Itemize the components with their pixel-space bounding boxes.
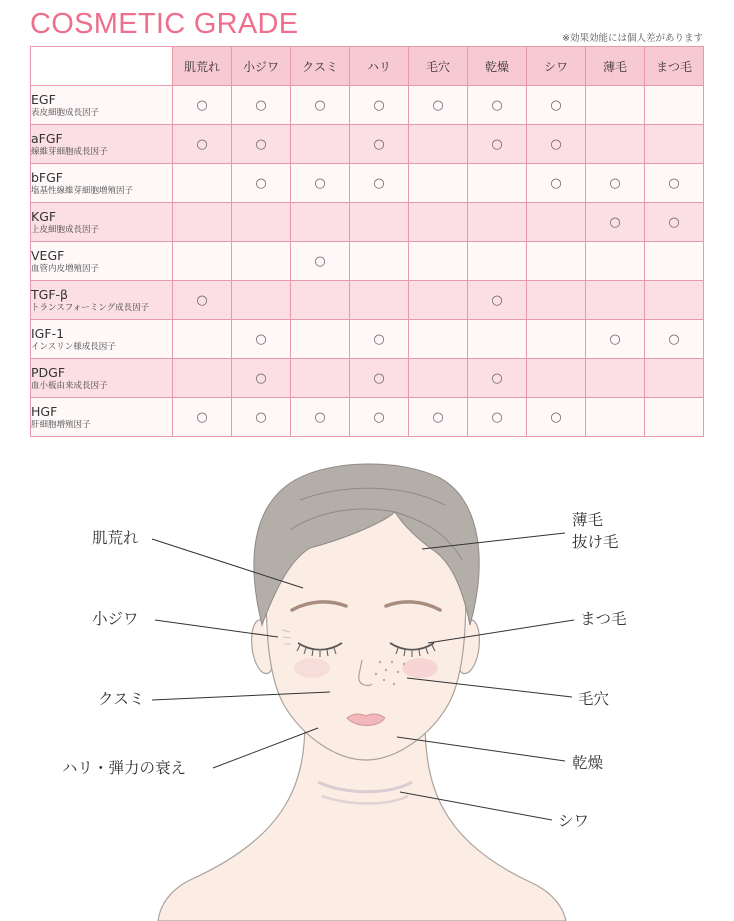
column-header: 肌荒れ xyxy=(173,47,232,86)
growth-factor-description: 血管内皮増殖因子 xyxy=(31,263,100,274)
effect-circle-icon: ○ xyxy=(314,175,326,191)
label-eyelashes: まつ毛 xyxy=(580,610,627,628)
effect-circle-icon: ○ xyxy=(196,97,208,113)
effect-circle-icon: ○ xyxy=(255,175,267,191)
label-hair-loss: 抜け毛 xyxy=(572,533,619,551)
growth-factor-description: 肝細胞増殖因子 xyxy=(31,419,91,430)
effect-circle-icon: ○ xyxy=(668,331,680,347)
effect-circle-icon: ○ xyxy=(491,97,503,113)
column-header: 小ジワ xyxy=(232,47,291,86)
page-title: COSMETIC GRADE xyxy=(30,8,299,40)
effect-circle-icon: ○ xyxy=(373,370,385,386)
column-header: シワ xyxy=(527,47,586,86)
effect-circle-icon: ○ xyxy=(196,409,208,425)
effect-circle-icon: ○ xyxy=(550,409,562,425)
growth-factor-description: 線維芽細胞成長因子 xyxy=(31,146,108,157)
left-cheek-blush xyxy=(294,658,330,678)
effect-circle-icon: ○ xyxy=(550,97,562,113)
effect-circle-icon: ○ xyxy=(373,331,385,347)
growth-factor-name: EGF xyxy=(31,91,56,107)
growth-factor-name: HGF xyxy=(31,403,58,419)
label-thin-hair: 薄毛 xyxy=(572,511,604,529)
label-dryness: 乾燥 xyxy=(572,754,604,772)
growth-factor-name: IGF-1 xyxy=(31,325,65,341)
effect-circle-icon: ○ xyxy=(432,97,444,113)
label-dullness: クスミ xyxy=(98,690,145,708)
column-header: クスミ xyxy=(291,47,350,86)
label-fine-wrinkles: 小ジワ xyxy=(92,610,139,628)
label-firmness: ハリ・弾力の衰え xyxy=(62,759,187,777)
effect-circle-icon: ○ xyxy=(255,97,267,113)
effect-circle-icon: ○ xyxy=(373,175,385,191)
column-header: ハリ xyxy=(350,47,409,86)
growth-factor-name: PDGF xyxy=(31,364,66,380)
disclaimer-note: ※効果効能には個人差があります xyxy=(562,33,703,44)
growth-factor-description: トランスフォーミング成長因子 xyxy=(31,302,150,313)
effect-circle-icon: ○ xyxy=(491,136,503,152)
growth-factor-description: 塩基性線維芽細胞増殖因子 xyxy=(31,185,134,196)
growth-factor-name: aFGF xyxy=(31,130,63,146)
label-pores: 毛穴 xyxy=(578,690,610,708)
effect-circle-icon: ○ xyxy=(314,409,326,425)
effect-circle-icon: ○ xyxy=(196,292,208,308)
growth-factor-description: 上皮細胞成長因子 xyxy=(31,224,100,235)
column-header: まつ毛 xyxy=(645,47,704,86)
effect-circle-icon: ○ xyxy=(255,370,267,386)
growth-factor-name: KGF xyxy=(31,208,57,224)
effect-circle-icon: ○ xyxy=(609,331,621,347)
effect-circle-icon: ○ xyxy=(255,409,267,425)
effect-circle-icon: ○ xyxy=(550,175,562,191)
effect-circle-icon: ○ xyxy=(550,136,562,152)
effect-circle-icon: ○ xyxy=(432,409,444,425)
growth-factor-name: bFGF xyxy=(31,169,64,185)
column-header: 毛穴 xyxy=(409,47,468,86)
effect-circle-icon: ○ xyxy=(255,331,267,347)
right-cheek-blush xyxy=(402,658,438,678)
growth-factor-name: VEGF xyxy=(31,247,65,263)
effect-circle-icon: ○ xyxy=(491,409,503,425)
effect-circle-icon: ○ xyxy=(196,136,208,152)
growth-factor-description: インスリン様成長因子 xyxy=(31,341,116,352)
effect-circle-icon: ○ xyxy=(609,214,621,230)
column-header: 乾燥 xyxy=(468,47,527,86)
effect-circle-icon: ○ xyxy=(255,136,267,152)
label-wrinkles: シワ xyxy=(558,812,590,830)
effect-circle-icon: ○ xyxy=(373,136,385,152)
label-skin-rough: 肌荒れ xyxy=(92,529,139,547)
effect-circle-icon: ○ xyxy=(314,253,326,269)
effect-circle-icon: ○ xyxy=(373,97,385,113)
effect-circle-icon: ○ xyxy=(314,97,326,113)
effect-circle-icon: ○ xyxy=(668,175,680,191)
growth-factor-description: 血小板由来成長因子 xyxy=(31,380,108,391)
effect-circle-icon: ○ xyxy=(668,214,680,230)
growth-factor-name: TGF-β xyxy=(31,286,68,302)
column-header: 薄毛 xyxy=(586,47,645,86)
effect-circle-icon: ○ xyxy=(491,370,503,386)
effect-circle-icon: ○ xyxy=(373,409,385,425)
effect-circle-icon: ○ xyxy=(491,292,503,308)
growth-factor-description: 表皮細胞成長因子 xyxy=(31,107,100,118)
effect-circle-icon: ○ xyxy=(609,175,621,191)
